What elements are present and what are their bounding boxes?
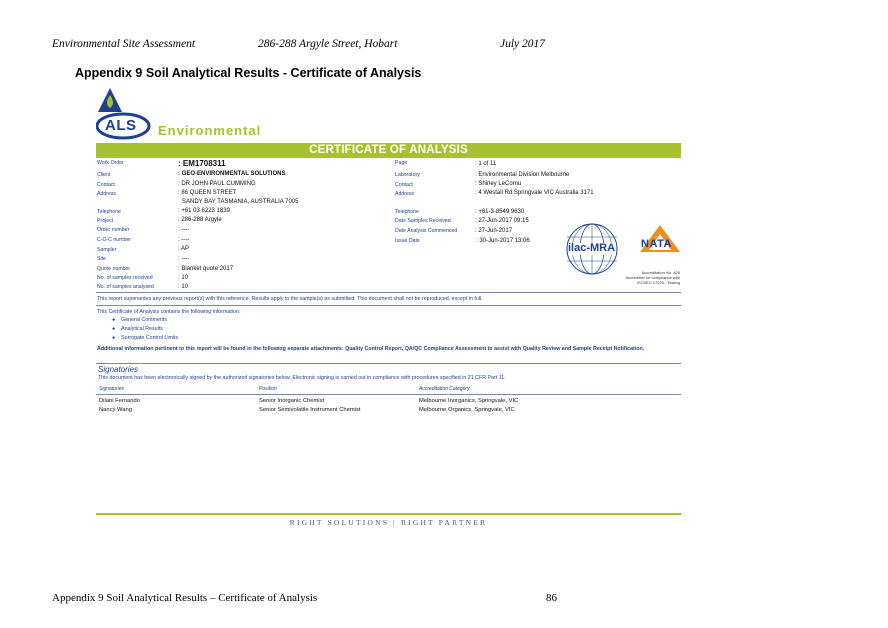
contains-item: ● General Comments [112, 317, 168, 323]
field-label: Date Analysis Commenced [395, 228, 458, 234]
field-value: : ---- [178, 237, 190, 243]
field-value: : 27-Jun-2017 [475, 228, 513, 234]
supersede-notice: This report supersedes any previous report(s) with this reference. Results apply to the sample(s) as submitted. This document shall not be reproduced, except in full. [97, 296, 483, 302]
header-doc-title: Environmental Site Assessment [52, 38, 196, 50]
field-label: Issue Date [395, 238, 420, 244]
field-label: Project [97, 218, 114, 224]
field-label: Address [395, 191, 415, 197]
field-value: : +61 03 6223 1839 [178, 208, 230, 214]
field-value-work-order: : EM1708311 [178, 159, 226, 168]
divider [96, 305, 681, 306]
appendix-title: Appendix 9 Soil Analytical Results - Certificate of Analysis [75, 66, 422, 80]
field-value: : AP [178, 246, 190, 252]
sig-header-category: Accreditation Category [419, 386, 470, 392]
signatories-title: Signatories [98, 365, 139, 374]
tagline: RIGHT SOLUTIONS | RIGHT PARTNER [289, 518, 488, 527]
field-value: : 86 QUEEN STREET [178, 190, 237, 196]
signatories-statement: This document has been electronically signed by the authorized signatories below. Electronic signing is carried out in compliance with procedures specified in 21 CFR Part 11. [98, 375, 506, 381]
field-value: : 27-Jun-2017 09:15 [475, 218, 529, 224]
field-label: No. of samples received [97, 275, 153, 281]
als-logo [96, 86, 296, 142]
header-date: July 2017 [500, 38, 546, 50]
field-label: Work Order [97, 160, 124, 166]
field-label: Telephone [97, 209, 121, 215]
field-label: Contact [395, 182, 413, 188]
field-label: Order number [97, 227, 130, 233]
field-value: : 10 [178, 275, 189, 281]
field-label: Contact [97, 182, 115, 188]
field-label: C-O-C number [97, 237, 132, 243]
field-label: Site [97, 256, 106, 262]
sig-row-position: Senior Inorganic Chemist [259, 398, 325, 404]
field-label: No. of samples analysed [97, 284, 154, 290]
field-label: Quote number [97, 266, 131, 272]
divider [96, 394, 681, 395]
field-label: Telephone [395, 209, 419, 215]
field-value: : 4 Westall Rd Springvale VIC Australia 3171 [475, 190, 594, 196]
field-value: : 286-288 Argyle [178, 217, 222, 223]
field-value: : GEO-ENVIRONMENTAL SOLUTIONS [178, 171, 286, 177]
nata-logo [638, 224, 682, 264]
field-value: : ---- [178, 256, 190, 262]
field-label: Laboratory [395, 172, 420, 178]
field-value: : 1 of 11 [475, 161, 497, 167]
sig-row-name: Dilani Fernando [99, 398, 140, 404]
header-address: 286-288 Argyle Street, Hobart [258, 38, 398, 50]
field-value: : 30-Jun-2017 13:06 [476, 238, 530, 244]
divider [96, 363, 681, 364]
footer-title: Appendix 9 Soil Analytical Results – Certificate of Analysis [52, 592, 318, 604]
field-value: : 10 [178, 284, 189, 290]
contains-item: ● Surrogate Control Limits [112, 335, 179, 341]
nata-accreditation-text [606, 270, 680, 286]
als-logo-letters: ALS [105, 117, 137, 134]
field-label: Page [395, 160, 408, 166]
sig-row-category: Melbourne Inorganics, Springvale, VIC [419, 398, 519, 404]
nata-line1: Accreditation No. 825 [641, 270, 680, 275]
nata-name: NATA [641, 238, 672, 250]
field-value: SANDY BAY TASMANIA, AUSTRALIA 7005 [182, 199, 299, 205]
sig-header-name: Signatories [99, 386, 125, 392]
ilac-text: ilac-MRA [568, 242, 616, 254]
field-label: Address [97, 191, 117, 197]
field-value: : DR JOHN PAUL CUMMING [178, 181, 256, 187]
nata-line2: Accredited for compliance with [625, 275, 680, 281]
field-value: : +61-3-8549 9630 [475, 209, 525, 215]
certificate-banner: CERTIFICATE OF ANALYSIS [96, 143, 681, 158]
ilac-mra-logo [565, 222, 619, 276]
als-logo-word: Environmental [158, 123, 262, 138]
sig-header-position: Position [259, 386, 277, 392]
nata-line3: ISO/IEC 17025 - Testing [636, 280, 680, 286]
field-label: Client [97, 172, 111, 178]
contains-intro: This Certificate of Analysis contains the following information: [97, 309, 241, 315]
field-value: : Shirley LeCornu [475, 181, 522, 187]
field-value: : Environmental Division Melbourne [475, 172, 570, 178]
contains-item: ● Analytical Results [112, 326, 163, 332]
sig-row-category: Melbourne Organics, Springvale, VIC [419, 407, 515, 413]
field-label: Date Samples Received [395, 218, 451, 224]
field-label: Sampler [97, 247, 117, 253]
field-value: : Blanket quote 2017 [178, 266, 234, 272]
divider [96, 292, 681, 293]
additional-info: Additional information pertinent to this report will be found in the following separate attachments: Quality Control Report, QA/QC Compliance Assessment to assist with Quality Review and Sample Receipt Notification. [97, 346, 645, 352]
sig-row-position: Senior Semivolatile Instrument Chemist [259, 407, 361, 413]
sig-row-name: Nancy Wang [99, 407, 132, 413]
footer-page-number: 86 [546, 592, 557, 604]
field-value: : ---- [178, 227, 190, 233]
tagline-divider [96, 513, 681, 515]
